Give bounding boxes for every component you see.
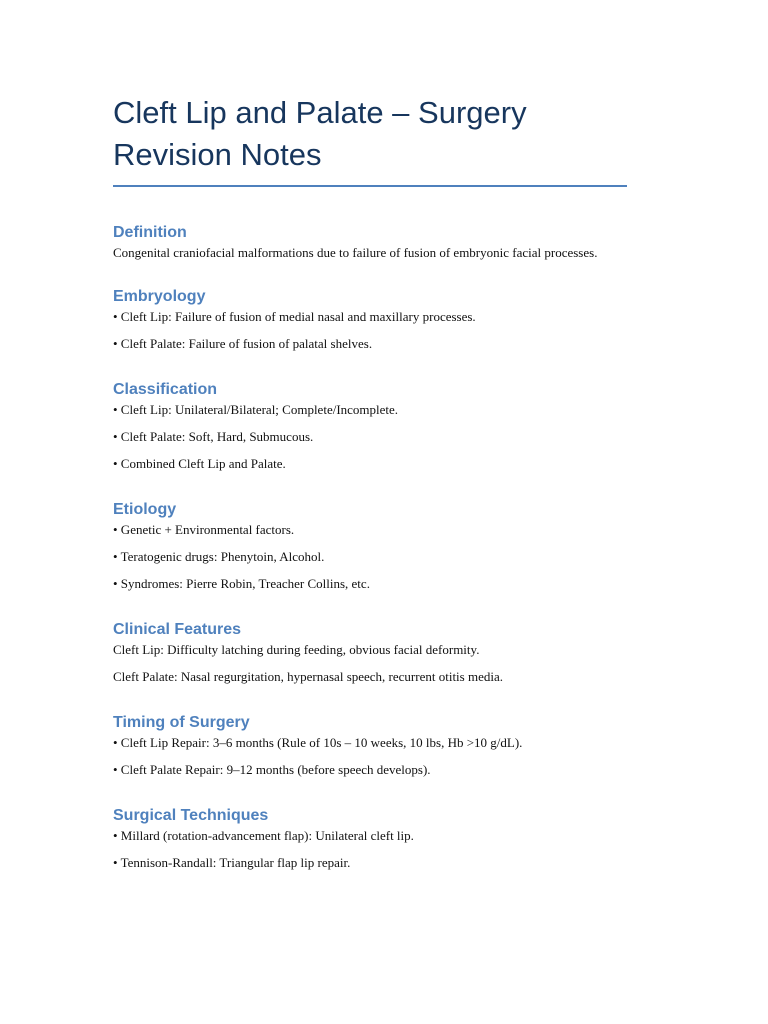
- section-classification: [113, 379, 627, 472]
- section-line: • Cleft Palate: Soft, Hard, Submucous.: [113, 429, 314, 444]
- section-heading: Clinical Features: [113, 621, 242, 638]
- section-line: • Cleft Lip: Unilateral/Bilateral; Complete/Incomplete.: [113, 402, 399, 417]
- section-line: Cleft Lip: Difficulty latching during feeding, obvious facial deformity.: [113, 642, 480, 657]
- sections-container: [113, 222, 627, 871]
- section-line: • Millard (rotation-advancement flap): Unilateral cleft lip.: [113, 828, 414, 843]
- section-heading: Timing of Surgery: [113, 714, 250, 731]
- section-etiology: [113, 499, 627, 592]
- section-clinical-features: [113, 619, 627, 685]
- section-heading: Definition: [113, 224, 187, 241]
- section-line: • Combined Cleft Lip and Palate.: [113, 456, 286, 471]
- document-page: [113, 92, 627, 871]
- section-line: • Teratogenic drugs: Phenytoin, Alcohol.: [113, 549, 325, 564]
- page-title: Cleft Lip and Palate – Surgery Revision Notes: [113, 92, 627, 187]
- section-heading: Etiology: [113, 501, 177, 518]
- section-line: Cleft Palate: Nasal regurgitation, hypernasal speech, recurrent otitis media.: [113, 669, 503, 684]
- section-heading: Embryology: [113, 288, 206, 305]
- section-line: • Cleft Lip: Failure of fusion of medial nasal and maxillary processes.: [113, 309, 476, 324]
- section-heading: Classification: [113, 381, 218, 398]
- section-line: • Cleft Palate Repair: 9–12 months (before speech develops).: [113, 762, 431, 777]
- section-definition: [113, 222, 627, 261]
- section-line: • Genetic + Environmental factors.: [113, 522, 295, 537]
- section-embryology: [113, 286, 627, 352]
- section-line: Congenital craniofacial malformations due to failure of fusion of embryonic facial processes.: [113, 245, 598, 260]
- section-line: • Cleft Lip Repair: 3–6 months (Rule of 10s – 10 weeks, 10 lbs, Hb >10 g/dL).: [113, 735, 523, 750]
- section-surgical-techniques: [113, 805, 627, 871]
- section-line: • Tennison-Randall: Triangular flap lip repair.: [113, 855, 351, 870]
- section-line: • Syndromes: Pierre Robin, Treacher Collins, etc.: [113, 576, 370, 591]
- section-line: • Cleft Palate: Failure of fusion of palatal shelves.: [113, 336, 373, 351]
- section-heading: Surgical Techniques: [113, 807, 269, 824]
- section-timing-of-surgery: [113, 712, 627, 778]
